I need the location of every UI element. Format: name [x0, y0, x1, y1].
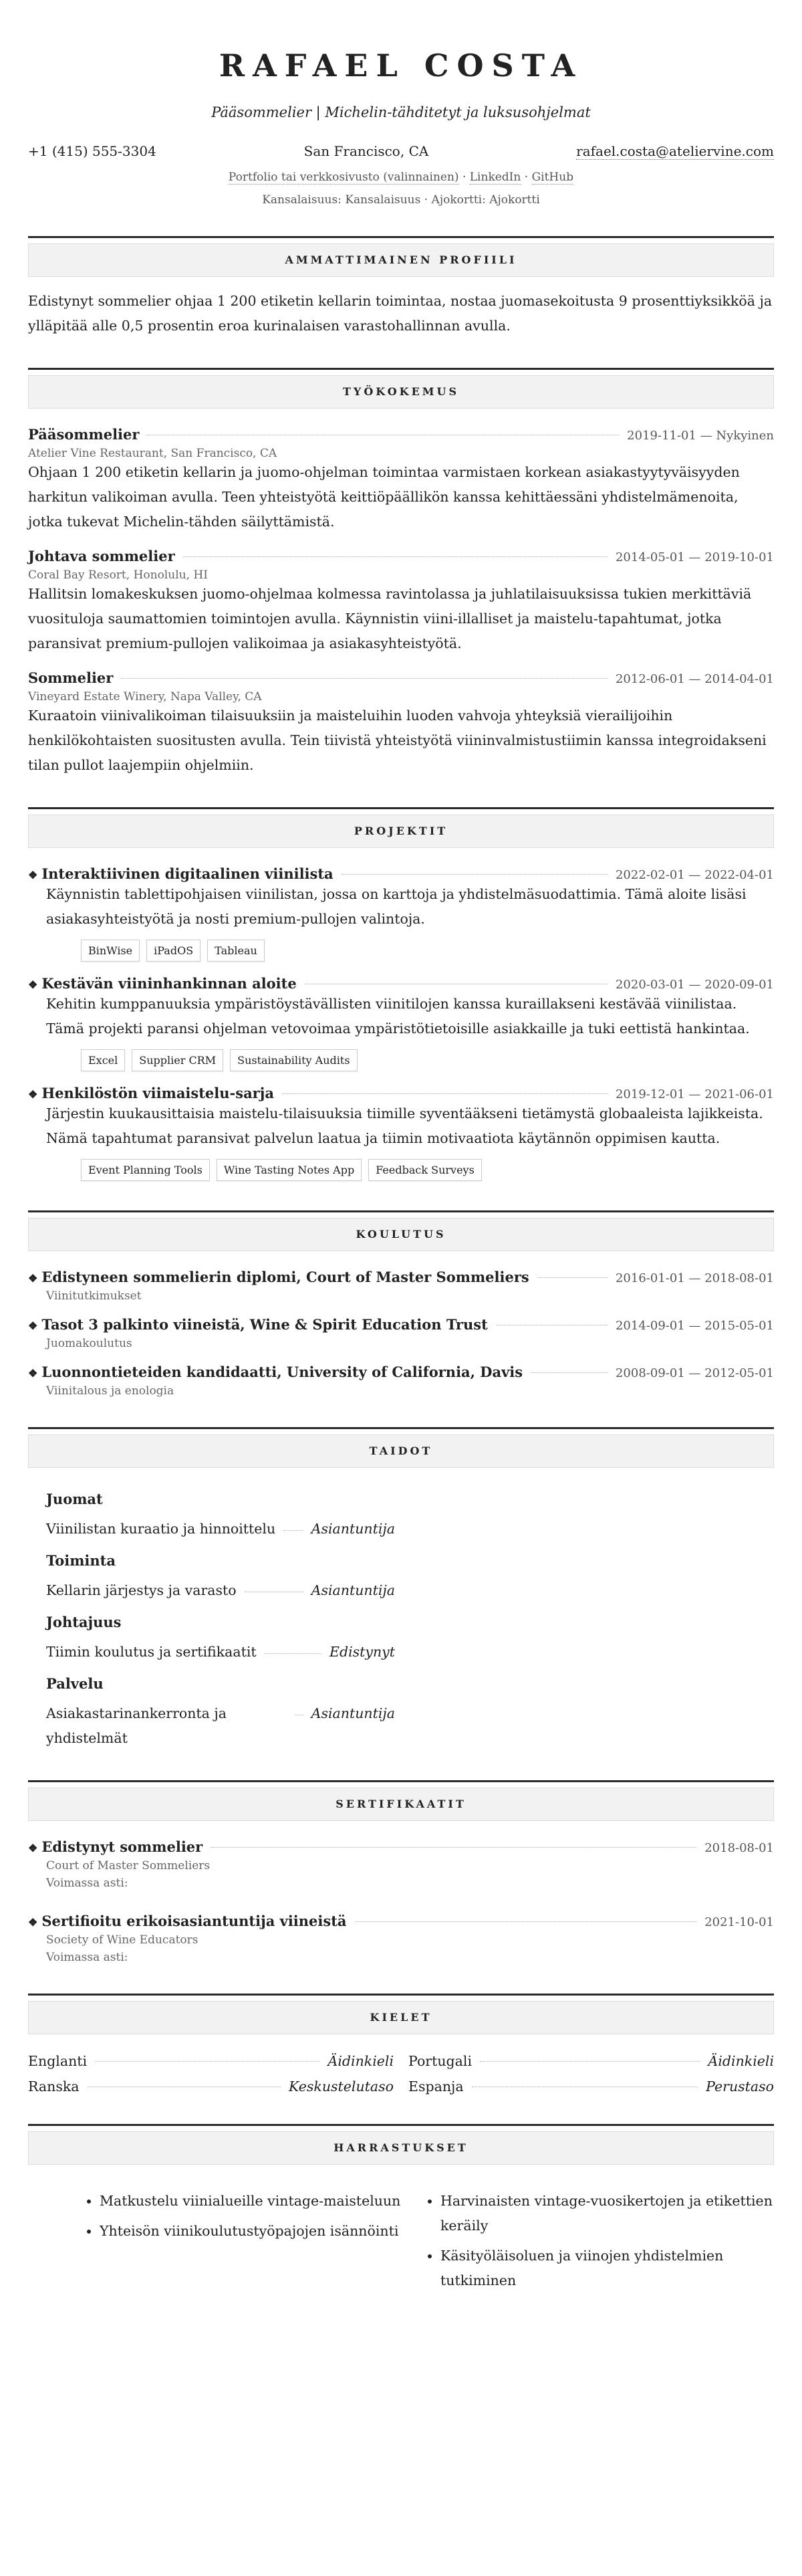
job-dates: 2014-05-01 — 2019-10-01: [615, 550, 774, 564]
dotted-leader: [342, 874, 608, 875]
divider: [28, 1994, 774, 1996]
dotted-leader: [537, 1277, 608, 1278]
dotted-leader: [95, 2061, 319, 2062]
company: Vineyard Estate Winery, Napa Valley, CA: [28, 690, 262, 704]
section-hobbies: [28, 2124, 774, 2298]
entry-header: [28, 1269, 774, 1285]
tech-tag: Supplier CRM: [132, 1049, 223, 1071]
skill-name: Tiimin koulutus ja sertifikaatit: [46, 1644, 257, 1660]
section-education: [28, 1210, 774, 1398]
job-title-text: Johtava sommelier: [28, 548, 175, 564]
dotted-leader: [245, 1578, 303, 1592]
section-title: KIELET: [28, 2001, 774, 2034]
entry-header: [28, 865, 774, 882]
skill-name: Asiakastarinankerronta ja yhdistelmät: [46, 1705, 227, 1746]
job-title-text: Sommelier: [28, 669, 114, 686]
section-title: HARRASTUKSET: [28, 2131, 774, 2165]
project-dates: 2022-02-01 — 2022-04-01: [615, 868, 774, 882]
skill-level: Asiantuntija: [311, 1521, 395, 1537]
job-entry: [28, 669, 774, 778]
resume-header: [28, 0, 774, 207]
entry-header: [28, 426, 774, 443]
language-row: [28, 2078, 394, 2095]
linkedin-link[interactable]: LinkedIn: [469, 171, 521, 184]
certification-date: 2021-10-01: [704, 1915, 774, 1929]
skill-level: Asiantuntija: [311, 1582, 395, 1598]
education-dates: 2008-09-01 — 2012-05-01: [615, 1366, 774, 1380]
language-level: Äidinkieli: [327, 2053, 394, 2069]
skill-level: Edistynyt: [329, 1644, 395, 1660]
language-level: Keskustelutaso: [288, 2078, 394, 2095]
citizenship-license: Kansalaisuus: Kansalaisuus · Ajokortti: Ajokortti: [262, 193, 540, 207]
field-of-study: Juomakoulutus: [46, 1337, 132, 1350]
education-entry: [28, 1269, 774, 1303]
field-of-study: Viinitutkimukset: [46, 1289, 142, 1303]
project-entry: [28, 865, 774, 962]
tech-tag: Wine Tasting Notes App: [217, 1159, 362, 1181]
degree-title-text: Edistyneen sommelierin diplomi, Court of Master Sommeliers: [41, 1269, 529, 1285]
diamond-bullet-icon: ❖: [28, 1916, 38, 1929]
skill-group: [46, 1552, 774, 1603]
project-dates: 2020-03-01 — 2020-09-01: [615, 978, 774, 992]
job-title: [28, 669, 113, 686]
github-link[interactable]: GitHub: [531, 171, 574, 184]
field-of-study: Viinitalous ja enologia: [46, 1384, 174, 1398]
separator: ·: [521, 171, 532, 184]
entry-header: [28, 669, 774, 686]
entry-header: [28, 1085, 774, 1101]
dotted-leader: [211, 1847, 696, 1848]
dotted-leader: [531, 1372, 608, 1373]
divider: [28, 1427, 774, 1429]
diamond-bullet-icon: ❖: [28, 869, 38, 881]
certification-title-text: Sertifioitu erikoisasiantuntija viineistä: [41, 1913, 347, 1929]
candidate-name: RAFAEL COSTA: [219, 47, 583, 84]
dotted-leader: [283, 1517, 303, 1531]
certification-date: 2018-08-01: [704, 1841, 774, 1855]
tech-tag: Tableau: [207, 940, 265, 962]
diamond-bullet-icon: ❖: [28, 1088, 38, 1101]
section-experience: [28, 368, 774, 778]
skill-group: [46, 1675, 774, 1751]
tech-tag: Event Planning Tools: [81, 1159, 210, 1181]
section-skills: [28, 1427, 774, 1751]
issuer: Society of Wine Educators: [46, 1933, 198, 1947]
entry-header: [28, 975, 774, 992]
language-row: [28, 2053, 394, 2069]
contact-row: [28, 143, 774, 160]
degree-title-text: Tasot 3 palkinto viineistä, Wine & Spirit Education Trust: [41, 1316, 488, 1333]
skill-category: Toiminta: [46, 1552, 116, 1569]
section-title: KOULUTUS: [28, 1218, 774, 1251]
certification-entry: [28, 1913, 774, 1964]
phone: +1 (415) 555-3304: [28, 143, 156, 159]
language-row: [408, 2078, 774, 2095]
job-entry: [28, 426, 774, 534]
hobby-item: • Yhteisön viinikoulutustyöpajojen isännöinti: [100, 2219, 426, 2244]
certification-title: [28, 1838, 203, 1855]
project-entry: [28, 975, 774, 1071]
diamond-bullet-icon: ❖: [28, 978, 38, 991]
dotted-leader: [183, 556, 608, 557]
language-name: Ranska: [28, 2078, 80, 2095]
job-title-text: Pääsommelier: [28, 426, 140, 443]
skill-row: [46, 1517, 395, 1541]
section-title: PROJEKTIT: [28, 815, 774, 848]
location: San Francisco, CA: [303, 143, 429, 159]
job-description: Ohjaan 1 200 etiketin kellarin ja juomo-ohjelman toimintaa varmistaen korkean asiakastyytyväisyyden harkitun valikoiman avulla. Teen yhteistyötä keittiöpäällikön kanssa kehittäessäni yhdistelmämenoita, jotka tukevat Michelin-tähden säilyttämistä.: [28, 464, 740, 530]
job-dates: 2012-06-01 — 2014-04-01: [615, 672, 774, 686]
valid-until: Voimassa asti:: [46, 1951, 128, 1964]
email-link[interactable]: rafael.costa@ateliervine.com: [576, 143, 774, 159]
job-entry: [28, 548, 774, 656]
headline: Pääsommelier | Michelin-tähditetyt ja luksusohjelmat: [211, 104, 591, 120]
dotted-leader: [282, 1093, 608, 1094]
degree-title: [28, 1364, 523, 1380]
project-description: Järjestin kuukausittaisia maistelu-tilaisuuksia tiimille syventääkseni tietämystä globaaleista lajikkeista. Nämä tapahtumat paransivat palvelun laatua ja tiimin motivaatiota käytännön oppimisen kautta.: [46, 1105, 763, 1146]
job-description: Hallitsin lomakeskuksen juomo-ohjelmaa kolmessa ravintolassa ja juhlatilaisuuksissa tukien merkittäviä vuosituloja saumattomien toimintojen avulla. Käynnistin viini-illalliset ja maistelu-tapahtumat, jotka paransivat premium-pullojen valikoimaa ja asiakasyhteistyötä.: [28, 586, 752, 651]
skill-level: Asiantuntija: [311, 1705, 395, 1721]
dotted-leader: [265, 1640, 321, 1654]
dotted-leader: [295, 1701, 303, 1715]
divider: [28, 368, 774, 370]
tech-tag: iPadOS: [146, 940, 200, 962]
language-name: Espanja: [408, 2078, 464, 2095]
section-languages: [28, 1994, 774, 2095]
degree-title: [28, 1269, 529, 1285]
company: Atelier Vine Restaurant, San Francisco, CA: [28, 447, 277, 460]
skill-row: [46, 1640, 395, 1665]
hobby-list: [85, 2189, 426, 2298]
valid-until: Voimassa asti:: [46, 1876, 128, 1890]
language-level: Perustaso: [706, 2078, 774, 2095]
section-profile: [28, 236, 774, 338]
dotted-leader: [355, 1921, 697, 1922]
dotted-leader: [88, 2086, 281, 2087]
tech-tag: BinWise: [81, 940, 140, 962]
language-name: Englanti: [28, 2053, 88, 2069]
skill-category: Johtajuus: [46, 1614, 122, 1630]
degree-title-text: Luonnontieteiden kandidaatti, University of California, Davis: [41, 1364, 523, 1380]
degree-title: [28, 1316, 488, 1333]
section-projects: [28, 807, 774, 1181]
section-certifications: [28, 1780, 774, 1964]
language-row: [408, 2053, 774, 2069]
project-dates: 2019-12-01 — 2021-06-01: [615, 1087, 774, 1101]
skill-group: [46, 1491, 774, 1541]
section-title: TAIDOT: [28, 1434, 774, 1468]
divider: [28, 1780, 774, 1782]
profile-links: [28, 171, 774, 184]
entry-header: [28, 1364, 774, 1380]
hobby-item: • Matkustelu viinialueille vintage-maisteluun: [100, 2189, 426, 2214]
project-tags: [28, 1159, 774, 1181]
diamond-bullet-icon: ❖: [28, 1319, 38, 1332]
dotted-leader: [472, 2086, 698, 2087]
skill-name: Viinilistan kuraatio ja hinnoittelu: [46, 1521, 276, 1537]
portfolio-link[interactable]: Portfolio tai verkkosivusto (valinnainen): [228, 171, 459, 184]
skill-group: [46, 1614, 774, 1665]
project-entry: [28, 1085, 774, 1181]
hobby-list: [426, 2189, 773, 2298]
job-dates: 2019-11-01 — Nykyinen: [627, 429, 774, 443]
company: Coral Bay Resort, Honolulu, HI: [28, 568, 208, 582]
skill-row: [46, 1701, 395, 1751]
certification-title: [28, 1913, 347, 1929]
divider: [28, 1210, 774, 1212]
skill-category: Juomat: [46, 1491, 103, 1507]
project-title: [28, 975, 297, 992]
entry-header: [28, 1838, 774, 1855]
tech-tag: Feedback Surveys: [368, 1159, 482, 1181]
skill-name: Kellarin järjestys ja varasto: [46, 1582, 237, 1598]
project-title: [28, 865, 333, 882]
certification-title-text: Edistynyt sommelier: [41, 1838, 203, 1855]
language-level: Äidinkieli: [708, 2053, 774, 2069]
project-tags: [28, 940, 774, 962]
diamond-bullet-icon: ❖: [28, 1842, 38, 1854]
diamond-bullet-icon: ❖: [28, 1272, 38, 1285]
issuer: Court of Master Sommeliers: [46, 1859, 211, 1872]
section-title: SERTIFIKAATIT: [28, 1788, 774, 1821]
project-description: Käynnistin tablettipohjaisen viinilistan, jossa on karttoja ja yhdistelmäsuodattimia. Tämä aloite lisäsi asiakasyhteistyötä ja nosti premium-pullojen valintoja.: [46, 886, 747, 927]
job-title: [28, 548, 175, 564]
education-dates: 2014-09-01 — 2015-05-01: [615, 1319, 774, 1333]
job-title: [28, 426, 139, 443]
education-entry: [28, 1364, 774, 1398]
certification-entry: [28, 1838, 774, 1890]
separator: ·: [458, 171, 470, 184]
divider: [28, 2124, 774, 2126]
section-title: TYÖKOKEMUS: [28, 375, 774, 409]
hobby-item: • Käsityöläisoluen ja viinojen yhdistelmien tutkiminen: [440, 2244, 773, 2293]
job-description: Kuraatoin viinivalikoiman tilaisuuksiin ja maisteluihin luoden vahvoja yhteyksiä vierailijoihin henkilökohtaisten suositusten avulla. Tein tiivistä yhteistyötä viininvalmistustiimin kanssa integroidakseni tilan pullot laajempiin ohjelmiin.: [28, 708, 767, 773]
divider: [28, 236, 774, 238]
project-description: Kehitin kumppanuuksia ympäristöystävällisten viinitilojen kanssa kuraillakseni kestävää viinilistaa. Tämä projekti paransi ohjelman vetovoimaa ympäristötietoisille asiakkaille ja tuki eettistä hankintaa.: [46, 996, 750, 1037]
project-title-text: Henkilöstön viimaistelu-sarja: [41, 1085, 274, 1101]
project-title: [28, 1085, 274, 1101]
entry-header: [28, 548, 774, 564]
project-title-text: Interaktiivinen digitaalinen viinilista: [41, 865, 333, 882]
hobby-item: • Harvinaisten vintage-vuosikertojen ja etikettien keräily: [440, 2189, 773, 2238]
divider: [28, 807, 774, 809]
tech-tag: Excel: [81, 1049, 125, 1071]
entry-header: [28, 1913, 774, 1929]
education-dates: 2016-01-01 — 2018-08-01: [615, 1271, 774, 1285]
skill-row: [46, 1578, 395, 1603]
profile-summary: Edistynyt sommelier ohjaa 1 200 etiketin kellarin toimintaa, nostaa juomasekoitusta 9 prosenttiyksikköä ja ylläpitää alle 0,5 prosentin eroa kurinalaisen varastohallinnan avulla.: [28, 293, 773, 334]
diamond-bullet-icon: ❖: [28, 1367, 38, 1380]
project-title-text: Kestävän viininhankinnan aloite: [41, 975, 297, 992]
dotted-leader: [480, 2061, 700, 2062]
skill-category: Palvelu: [46, 1675, 104, 1692]
education-entry: [28, 1316, 774, 1350]
section-title: AMMATTIMAINEN PROFIILI: [28, 243, 774, 277]
dotted-leader: [121, 678, 608, 679]
tech-tag: Sustainability Audits: [230, 1049, 357, 1071]
project-tags: [28, 1049, 774, 1071]
language-name: Portugali: [408, 2053, 473, 2069]
entry-header: [28, 1316, 774, 1333]
